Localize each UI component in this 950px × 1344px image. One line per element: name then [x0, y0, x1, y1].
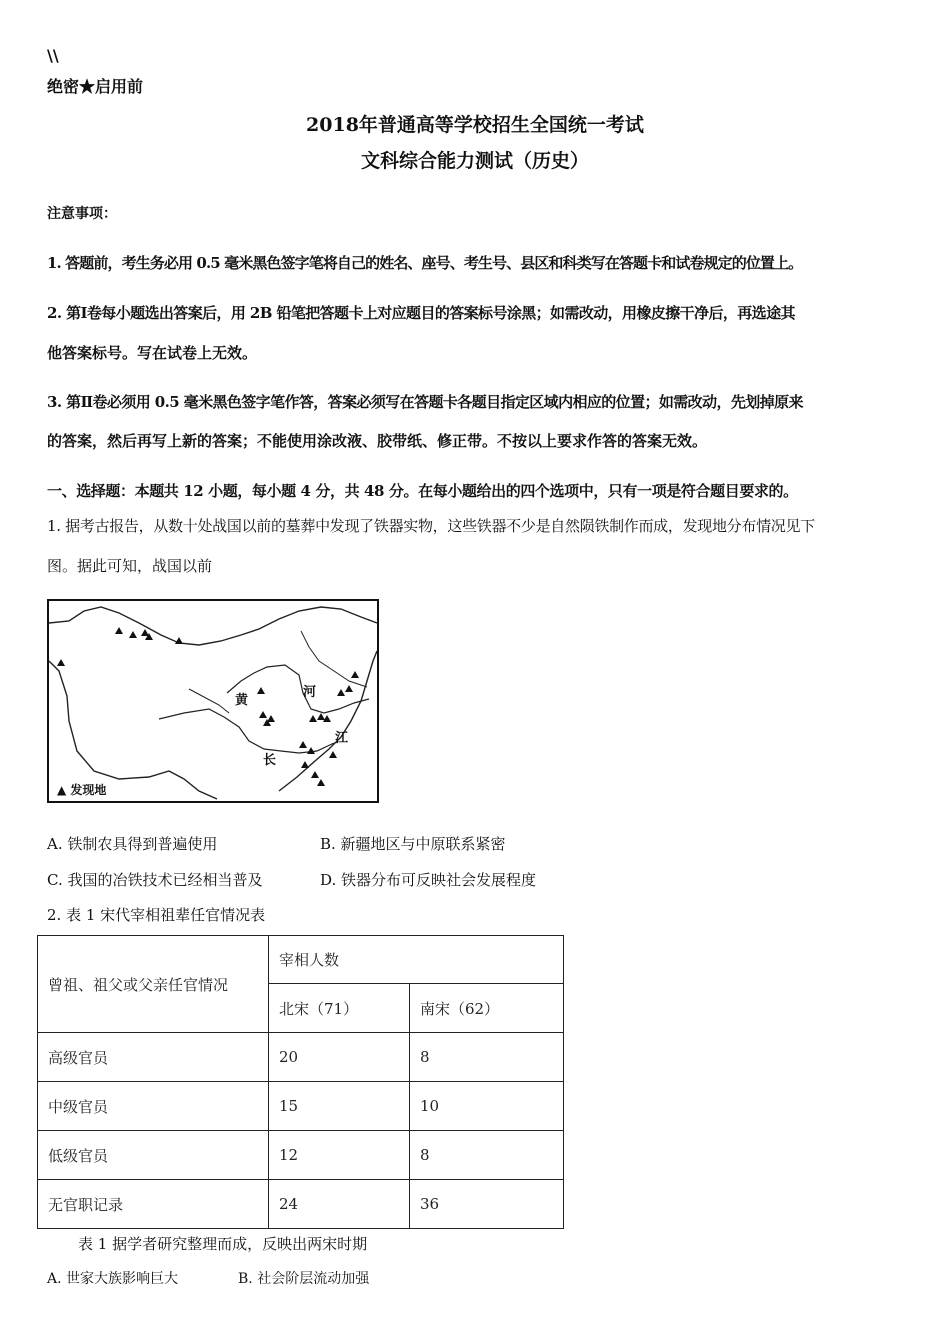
confidential-label: 绝密★启用前 — [47, 77, 144, 96]
note-item-2-line1: 2. 第Ⅰ卷每小题选出答案后，用 2B 铅笔把答题卡上对应题目的答案标号涂黑；如需改动，用橡皮擦干净后，再选途其 — [47, 304, 795, 322]
map-legend: ▲ 发现地 — [57, 783, 107, 797]
find-site-marker — [309, 715, 317, 722]
table-cell: 36 — [410, 1180, 564, 1229]
find-site-marker — [329, 751, 337, 758]
find-site-marker — [323, 715, 331, 722]
q1-option-d: D. 铁器分布可反映社会发展程度 — [320, 871, 537, 889]
note-item-3-line2: 的答案，然后再写上新的答案；不能使用涂改液、胶带纸、修正带。不按以上要求作答的答案无效。 — [47, 432, 708, 450]
exam-title: 2018年普通高等学校招生全国统一考试 — [306, 114, 644, 136]
find-site-marker — [301, 761, 309, 768]
find-site-marker — [175, 637, 183, 644]
table-cell: 8 — [410, 1033, 564, 1082]
q1-stem-line2: 图。据此可知，战国以前 — [47, 557, 213, 575]
table-cell: 8 — [410, 1131, 564, 1180]
find-site-marker — [317, 779, 325, 786]
table-cell: 12 — [269, 1131, 410, 1180]
table-col-north: 北宋（71） — [269, 984, 410, 1033]
table-row — [38, 1082, 564, 1131]
note-item-3-line1: 3. 第Ⅱ卷必须用 0.5 毫米黑色签字笔作答，答案必须写在答题卡各题目指定区域内相应的位置；如需改动，先划掉原来 — [47, 393, 803, 411]
find-site-marker — [141, 629, 149, 636]
western-border — [49, 661, 217, 799]
table-cell: 15 — [269, 1082, 410, 1131]
table-cell: 20 — [269, 1033, 410, 1082]
find-site-marker — [307, 747, 315, 754]
section-heading: 一、选择题：本题共 12 小题，每小题 4 分，共 48 分。在每小题给出的四个选项中，只有一项是符合题目要求的。 — [47, 482, 798, 500]
find-site-marker — [129, 631, 137, 638]
find-site-marker — [345, 685, 353, 692]
map-label-jiang: 江 — [335, 731, 349, 746]
iron-artifact-map — [47, 599, 379, 803]
table-row-header: 曾祖、祖父或父亲任官情况 — [38, 936, 269, 1033]
q1-option-c: C. 我国的冶铁技术已经相当普及 — [47, 871, 263, 889]
exam-subtitle: 文科综合能力测试（历史） — [360, 150, 589, 172]
chancellor-ancestry-table — [37, 935, 564, 1229]
find-site-marker — [311, 771, 319, 778]
q2-option-a: A. 世家大族影响巨大 — [47, 1271, 179, 1287]
map-label-huang: 黄 — [235, 693, 249, 708]
map-label-he: 河 — [303, 685, 317, 700]
table-cell: 高级官员 — [38, 1033, 269, 1082]
yangtze-river — [159, 709, 334, 753]
q1-option-b: B. 新疆地区与中原联系紧密 — [320, 835, 506, 853]
table-cell: 10 — [410, 1082, 564, 1131]
find-site-marker — [115, 627, 123, 634]
find-site-marker — [57, 659, 65, 666]
table-group-header: 宰相人数 — [269, 936, 564, 984]
table-cell: 24 — [269, 1180, 410, 1229]
q2-option-b: B. 社会阶层流动加强 — [238, 1271, 370, 1287]
find-site-marker — [317, 713, 325, 720]
map-svg — [49, 601, 377, 801]
table-row — [38, 1033, 564, 1082]
northeast-boundary — [301, 631, 367, 687]
note-item-1: 1. 答题前，考生务必用 0.5 毫米黑色签字笔将自己的姓名、座号、考生号、县区和科类写在答题卡和试卷规定的位置上。 — [47, 254, 803, 272]
find-site-marker — [337, 689, 345, 696]
northern-border — [49, 607, 377, 645]
q2-stem: 表 1 据学者研究整理而成，反映出两宋时期 — [78, 1235, 368, 1253]
note-item-2-line2: 他答案标号。写在试卷上无效。 — [47, 344, 258, 362]
notes-heading: 注意事项： — [47, 206, 117, 222]
find-site-marker — [299, 741, 307, 748]
find-site-marker — [257, 687, 265, 694]
q1-option-a: A. 铁制农具得到普遍使用 — [47, 835, 218, 853]
find-site-marker — [351, 671, 359, 678]
table-cell: 低级官员 — [38, 1131, 269, 1180]
table-cell: 中级官员 — [38, 1082, 269, 1131]
table-cell: 无官职记录 — [38, 1180, 269, 1229]
q2-caption: 2. 表 1 宋代宰相祖辈任官情况表 — [47, 906, 266, 924]
table-col-south: 南宋（62） — [410, 984, 564, 1033]
q1-stem-line1: 1. 据考古报告，从数十处战国以前的墓葬中发现了铁器实物，这些铁器不少是自然陨铁制作而成，发现地分布情况见下 — [47, 517, 815, 535]
find-site-marker — [267, 715, 275, 722]
table-header-row — [38, 936, 564, 984]
table-row — [38, 1180, 564, 1229]
backslash-mark: \\ — [47, 46, 59, 65]
table-row — [38, 1131, 564, 1180]
find-site-marker — [259, 711, 267, 718]
map-label-chang: 长 — [263, 753, 277, 768]
